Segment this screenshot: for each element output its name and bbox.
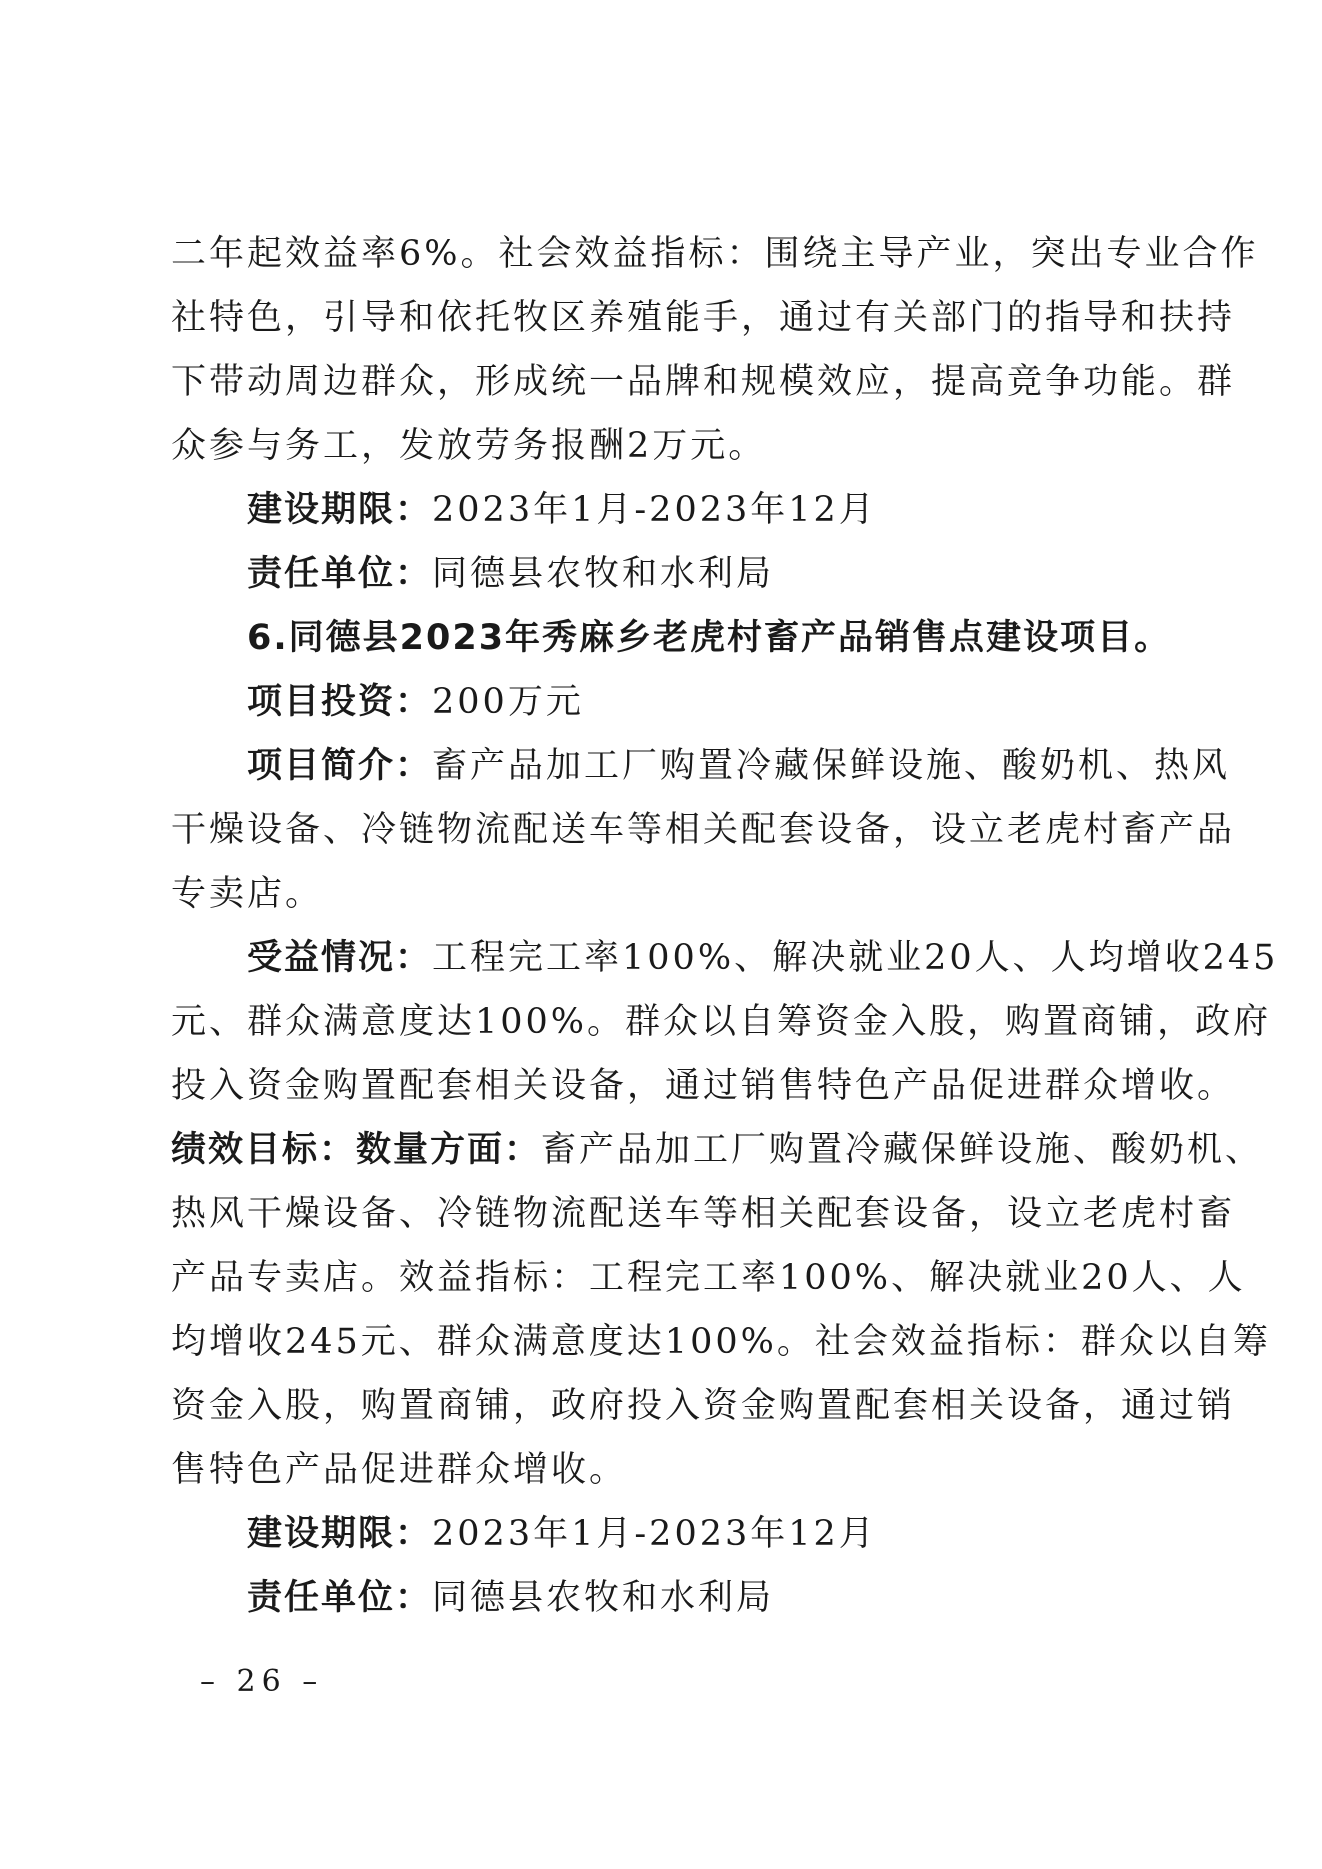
text-line: 下带动周边群众，形成统一品牌和规模效应，提高竞争功能。群	[171, 362, 1236, 402]
field-label: 建设期限：	[247, 490, 433, 530]
field-value: 2023年1月-2023年12月	[432, 490, 877, 530]
text-line: 元、群众满意度达100%。群众以自筹资金入股，购置商铺，政府	[171, 1002, 1272, 1042]
text-line: 干燥设备、冷链物流配送车等相关配套设备，设立老虎村畜产品	[171, 810, 1236, 850]
field-label: 绩效目标：数量方面：	[171, 1130, 542, 1170]
field-value: 工程完工率100%、解决就业20人、人均增收245	[432, 938, 1279, 978]
section-heading: 6.同德县2023年秀麻乡老虎村畜产品销售点建设项目。	[247, 618, 1172, 658]
field-label: 项目投资：	[247, 682, 433, 722]
field-label: 受益情况：	[247, 938, 433, 978]
field-value: 同德县农牧和水利局	[432, 1578, 775, 1618]
text-line: 产品专卖店。效益指标：工程完工率100%、解决就业20人、人	[171, 1258, 1246, 1298]
field-value: 畜产品加工厂购置冷藏保鲜设施、酸奶机、热风	[432, 746, 1231, 786]
field-value: 畜产品加工厂购置冷藏保鲜设施、酸奶机、	[541, 1130, 1264, 1170]
text-line: 专卖店。	[171, 874, 324, 914]
field-label: 项目简介：	[247, 746, 433, 786]
text-line: 资金入股，购置商铺，政府投入资金购置配套相关设备，通过销	[171, 1386, 1236, 1426]
field-value: 同德县农牧和水利局	[432, 554, 775, 594]
project-investment	[171, 670, 1151, 734]
text-line: 热风干燥设备、冷链物流配送车等相关配套设备，设立老虎村畜	[171, 1194, 1236, 1234]
text-line: 众参与务工，发放劳务报酬2万元。	[171, 426, 767, 466]
field-value: 200万元	[432, 682, 584, 722]
field-label: 建设期限：	[247, 1514, 433, 1554]
body-text	[171, 222, 1279, 1630]
text-line: 售特色产品促进群众增收。	[171, 1450, 628, 1490]
text-line: 二年起效益率6%。社会效益指标：围绕主导产业，突出专业合作	[171, 234, 1259, 274]
performance-target	[171, 1118, 1264, 1182]
text-line: 均增收245元、群众满意度达100%。社会效益指标：群众以自筹	[171, 1322, 1271, 1362]
text-line: 社特色，引导和依托牧区养殖能手，通过有关部门的指导和扶持	[171, 298, 1236, 338]
construction-period	[171, 478, 1151, 542]
page-number: – 26 –	[200, 1664, 324, 1699]
construction-period	[171, 1502, 1151, 1566]
responsible-unit	[171, 542, 1151, 606]
responsible-unit	[171, 1566, 1151, 1630]
benefit-status	[171, 926, 1279, 990]
field-label: 责任单位：	[247, 554, 433, 594]
project-summary	[171, 734, 1231, 798]
text-line: 投入资金购置配套相关设备，通过销售特色产品促进群众增收。	[171, 1066, 1236, 1106]
field-value: 2023年1月-2023年12月	[432, 1514, 877, 1554]
field-label: 责任单位：	[247, 1578, 433, 1618]
